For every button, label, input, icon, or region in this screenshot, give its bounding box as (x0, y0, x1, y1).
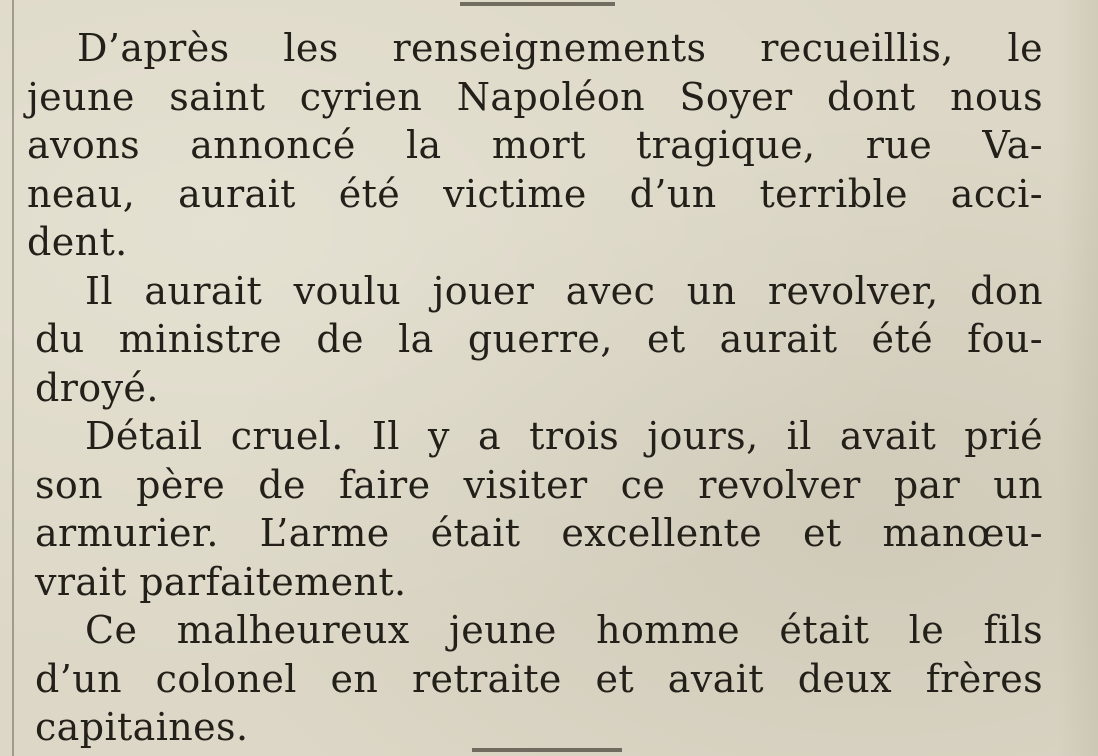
text-line: son père de faire visiter ce revolver par un (35, 462, 1043, 507)
text-line: vrait parfaitement. (35, 559, 407, 604)
page-edge-shadow (1058, 0, 1098, 756)
paragraph-revolver (27, 267, 1043, 413)
text-line: dent. (27, 220, 128, 264)
text-line: capitaines. (35, 705, 249, 749)
text-line: Détail cruel. Il y a trois jours, il avait prié (85, 414, 1043, 458)
text-line: avons annoncé la mort tragique, rue Va- (27, 123, 1043, 167)
text-line: droyé. (35, 365, 159, 410)
paragraph-family (27, 606, 1043, 752)
text-line: Il aurait voulu jouer avec un revolver, don (85, 268, 1043, 313)
text-line: neau, aurait été victime d’un terrible acci- (27, 171, 1043, 216)
text-line: D’après les renseignements recueillis, le (77, 26, 1043, 70)
text-line: armurier. L’arme était excellente et manœu- (35, 511, 1043, 555)
text-line: Ce malheureux jeune homme était le fils (85, 608, 1043, 652)
text-line: jeune saint cyrien Napoléon Soyer dont nous (27, 74, 1043, 119)
column-divider (12, 0, 14, 756)
text-line: d’un colonel en retraite et avait deux frères (35, 656, 1043, 701)
paragraph-accident-report (27, 24, 1043, 267)
news-article (27, 24, 1043, 752)
paragraph-cruel-detail (27, 412, 1043, 606)
text-line: du ministre de la guerre, et aurait été fou- (35, 317, 1043, 361)
top-rule (460, 2, 615, 6)
